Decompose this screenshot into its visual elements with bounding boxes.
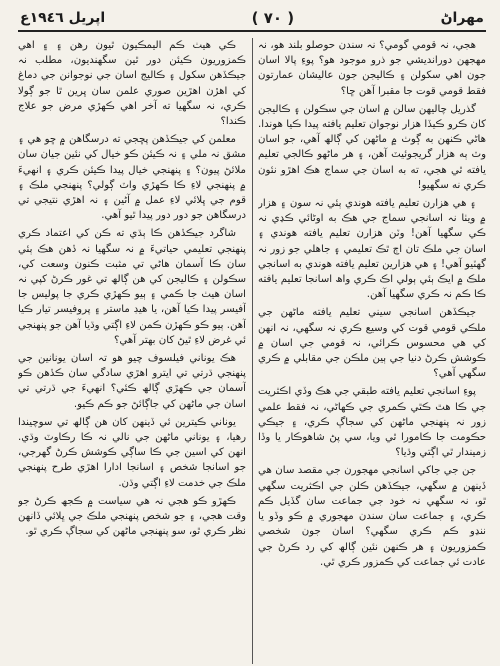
paragraph: ۽ ھي ھزارن تعليم يافته ھوندي ٻئي نہ سون ۽ ھزار ۾ ويٺا نہ اسانجي سماج جي ھڪ به اوڻائي ڪڍي نہ ڪي سگھيا آھن! وٽن ھزارن تعليم يافته ھوندي ۽ اسان جي ملڪ تان اڄ ٿڪ تعليمي ۽ جاھلي جو زور نہ گھٽيو آھي! ۽ ھي ھزارين تعليم يافته ھوندي به اسانجي ملڪ ۾ ايڪ ٻئي ٻولي اڪ ڪري واھ اسانجا تعليم يافته ڪا ڪم نہ ڪري سگھيا آھن. xyxy=(258,198,486,301)
paragraph: جيڪڏھن اسانجي سيني تعليم يافته ماڻھن جي ملڪي قومي قوت کي وسيع ڪري نہ سگھي، نہ انھن کي ھي محسوس ڪرائي، نہ قومي جي اسان ۾ ڪوشش ڪرڻ دنيا جي ٻين ملڪن جي مقابلي ۾ ڪري سگھي آھي؟ xyxy=(258,307,486,380)
paragraph: ھڪ يوناني فيلسوف چيو ھو تہ اسان يونانين جي پنھنجي ڌرتي تي ايترو اھڙي سادگي سان ڪڏھن ڪو آسمان جي ڪھڙي ڳالھ ڪئي؟ انھيءَ جي ڌرتي تي اسان جي ماڻھن کي جاڳائڻ جو ڪم ڪيو. xyxy=(18,353,246,410)
page-header xyxy=(18,6,486,32)
paragraph: جن جي جاکي اسانجي مھجورن جي مقصد سان ھي ڏينھن ۾ سگھي، جيڪڏھن ڪلن جي اڪثريت سگھي ٿو، نہ سگھي نہ خود جي جماعت سان گڏيل ڪم ڪري، ۽ جماعت سان سندن مھجوري ۾ ڪو وڏو يا ننڍو ڪم ڪري سگھي؟ اسان جون شخصي ڪمزوريون ۽ ھر ڪنھن نئين ڳالھ کي رد ڪرڻ جي عادت ئي جماعت کي ڪمزور ڪري ٿي. xyxy=(258,465,486,568)
page-number: ( ٧٠ ) xyxy=(251,9,295,27)
left-column xyxy=(18,38,246,664)
right-column xyxy=(258,38,486,664)
paragraph: يوناني ڪيترين ئي ڏينھن کان ھن ڳالھ تي سوچيندا رھيا، ۽ يوناني ماڻھن جي نالي نہ ڪا رڪاوٽ وڌي. انھن کي اسين جي ڪا ساڳي ڪوشش ڪرڻ گھرجي، جو اسانجا شخص ۽ اسانجا ادارا اھڙي طرح پنھنجي ملڪ جي خدمت لاءِ اڳتي وڌن. xyxy=(18,416,246,489)
paragraph: ھجي، نہ قومي گومي؟ نہ سندن حوصلو بلند ھو، نہ مھجھن دورانديشي جو ذرو موجود ھو؟ پوءِ پالا اسان جون اھي سکولن ۽ ڪاليجن جون عاليشان عمارتون فقط قومي قوت جا مقبرا آھن ڇا؟ xyxy=(258,40,486,97)
column-divider xyxy=(252,38,253,664)
paragraph: پوءِ اسانجي تعليم يافته طبقي جي ھڪ وڏي اڪثريت جي ڪا ھٿ ڪٿي ڪمري جي ڪھاڻي، نہ فقط علمي زور نہ پنھنجي ماڻھن کي سجاڳ ڪري، ۽ جيڪي حڪومت جا ڪامورا ٿي ويا، سي پڻ شاھوڪار يا وڏا زميندار ٿي اڳتي وڌيا؟ xyxy=(258,386,486,459)
paragraph: شاگرد جيڪڏھن ڪا ٻڌي ته ڪن کي اعتماد ڪري پنھنجي تعليمي حياتيءَ ۾ نہ سگھيا نہ ڏھن ھڪ ٻئي سان ڪا آسمان ھاڻي تي مثبت ڪنون وسعت کي، سڪولن ۽ ڪاليجن کي ھن ڳالھ تي غور ڪرڻ کپي نہ اسان ھيٺ جا ڪمي ۽ ٻيو ڪھڙي ڪري جا پوليس جا آفيسر پيدا ڪيا آھن، يا ھيڊ ماستر ۽ پروفيسر تيار ڪيا آھن. ٻيو ڪو ڪھڙن ڪمن لاءِ اڳتي وڌيا آھن جو پنھنجي ئي غرض لاءِ ٿيڻ کان بھتر آھي؟ xyxy=(18,228,246,346)
paragraph: گذريل چاليھن سالن ۾ اسان جي سڪولن ۽ ڪاليجن کان ڪرو ڪيڏا ھزار نوجوان تعليم يافته پيدا ڪيا ھوندا. ھاڻي ڪنھن به ڳوٺ ۾ ماڻهن کي ڳالھ آھي، جو اسان وٽ ٻه ھزار گريجوئيٽ آھن، ۽ ھر ماڻھو ڪالجي تعليم يافته ٿي ھجي، ته به اسان جي سماج ھڪ اھڙو نئون ڪري نه سگھيو! xyxy=(258,103,486,191)
paragraph: ڪي ھيٺ ڪم اليمڪيون ٿيون رھن ۽ ۽ اھي ڪمزوريون ڪيئن دور ٿين سگھنديون، مطلب نہ جيڪڏھن سکول ۽ ڪاليج اسان جي نوجوانن جي دماغ کي اھڙن اھڙين صوري علمن سان ڀرين ٿا جو ڳولا ڪري، نہ سگھيا ته آخر اھي ڪھڙي مرض جو علاج ڪندا؟ xyxy=(18,40,246,128)
paragraph: ڪھڙو ڪو ھجي نہ ھي سياست ۾ ڪجھ ڪرڻ جو وقت ھجي، ۽ جو شخص پنھنجي ملڪ جي ڀلائي ڏانھن نظر ڪري ٿو، سو پنھنجي ماڻھن کي سجاڳ ڪري ٿو. xyxy=(18,495,246,538)
article-columns xyxy=(18,38,486,664)
journal-title: مهراڻ xyxy=(440,10,484,26)
issue-date: اپريل ١٩٤٦ع xyxy=(20,10,106,26)
paragraph: معلمن کي جيڪڏھن پڇجي ته درسگاھن ۾ ڇو ھي ۽ مشق نہ ملي ۽ نہ ڪيئن ڪو خيال کي نئين جيان سان ملائڻ پيون؟ ۽ پنھنجي خيال پيدا ڪيئن ڪري ۽ انھيءَ ۾ پنھنجي لاءِ ڪا ڪھڙي واٽ ڳولي؟ پنھنجي ملڪ ۽ قوم جي ڀلائي لاءِ عمل ۾ آڻين ۽ نہ اھڙي نتيجي تي درسگاھن جو دور دور پيدا ٿيو آھي. xyxy=(18,134,246,222)
